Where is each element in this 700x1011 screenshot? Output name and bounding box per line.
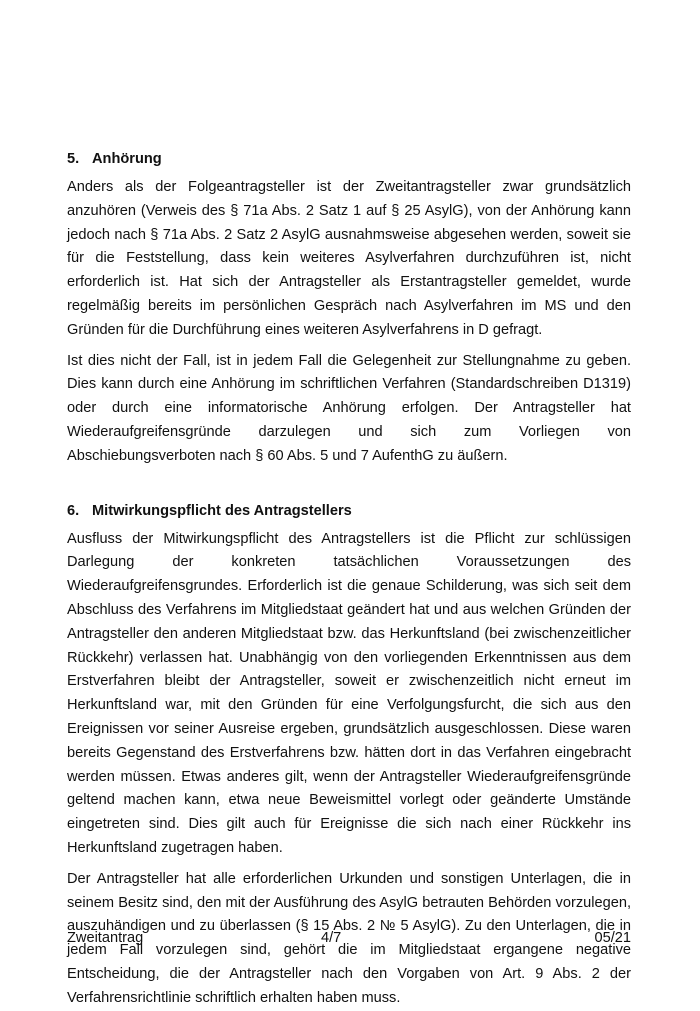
- section-title: Mitwirkungspflicht des Antragstellers: [92, 502, 352, 519]
- paragraph: Der Antragsteller hat alle erforderlichen Urkunden und sonstigen Unterlagen, die in seinem Besitz sind, den mit der Ausführung des AsylG betrauten Behörden vorzulegen, auszuhändigen und zu überlassen (§ 15 Abs. 2 № 5 AsylG). Zu den Unterlagen, die in jedem Fall vorzulegen sind, gehört die im Mitgliedstaat ergangene negative Entscheidung, die der Antragsteller nach den Vorgaben von Art. 9 Abs. 2 der Verfahrensrichtlinie schriftlich erhalten haben muss.: [67, 870, 631, 1006]
- paragraph: Ist dies nicht der Fall, ist in jedem Fall die Gelegenheit zur Stellungnahme zu geben. Dies kann durch eine Anhörung im schriftlichen Verfahren (Standardschreiben D1319) oder durch eine informatorische Anhörung erfolgen. Der Antragsteller hat Wiederaufgreifensgründe darzulegen und sich zum Vorliegen von Abschiebungsverboten nach § 60 Abs. 5 und 7 AufenthG zu äußern.: [67, 352, 631, 464]
- footer-document-title: Zweitantrag: [67, 930, 144, 946]
- section-number: 6.: [67, 502, 80, 519]
- page-footer: [67, 930, 631, 952]
- page-content: [67, 146, 631, 1011]
- footer-version-date: 05/21: [594, 930, 631, 946]
- section-number: 5.: [67, 151, 80, 167]
- paragraph: Anders als der Folgeantragsteller ist der Zweitantragsteller zwar grundsätzlich anzuhören (Verweis des § 71a Abs. 2 Satz 1 auf § 25 AsylG), von der Anhörung kann jedoch nach § 71a Abs. 2 Satz 2 AsylG ausnahmsweise abgesehen werden, soweit sie für die Feststellung, dass kein weiteres Asylverfahren durchzuführen ist, nicht erforderlich ist. Hat sich der Antragsteller als Erstantragsteller gemeldet, wurde regelmäßig bereits im persönlichen Gespräch nach Asylverfahren im MS und den Gründen für die Durchführung eines weiteren Asylverfahrens in D gefragt.: [67, 179, 631, 338]
- section-heading-mitwirkungspflicht: [67, 498, 631, 525]
- paragraph: Ausfluss der Mitwirkungspflicht des Antragstellers ist die Pflicht zur schlüssigen Darlegung der konkreten tatsächlichen Voraussetzungen des Wiederaufgreifensgrundes. Erforderlich ist die genaue Schilderung, was sich seit dem Abschluss des Verfahrens im Mitgliedstaat geändert hat und aus welchen Gründen der Antragsteller den anderen Mitgliedstaat bzw. das Herkunftsland (bei zwischenzeitlicher Rückkehr) verlassen hat. Unabhängig von den vorliegenden Erkenntnissen aus dem Erstverfahren bleibt der Antragsteller, soweit er zwischenzeitlich nicht erneut im Herkunftsland war, mit den Gründen für eine Verfolgungsfurcht, die sich aus den Ereignissen vor seiner Ausreise ergeben, grundsätzlich ausgeschlossen. Diese waren bereits Gegenstand des Erstverfahrens bzw. hätten dort in das Verfahren eingebracht werden müssen. Etwas anderes gilt, wenn der Antragsteller Wiederaufgreifensgründe geltend machen kann, etwa neue Beweismittel vorlegt oder geänderte Umstände eingetreten sind. Dies gilt auch für Ereignisse die sich nach einer Rückkehr ins Herkunftsland zugetragen haben.: [67, 530, 631, 856]
- footer-page-number: 4/7: [321, 930, 342, 946]
- section-heading-anhoerung: [67, 146, 631, 173]
- section-title: Anhörung: [92, 151, 162, 167]
